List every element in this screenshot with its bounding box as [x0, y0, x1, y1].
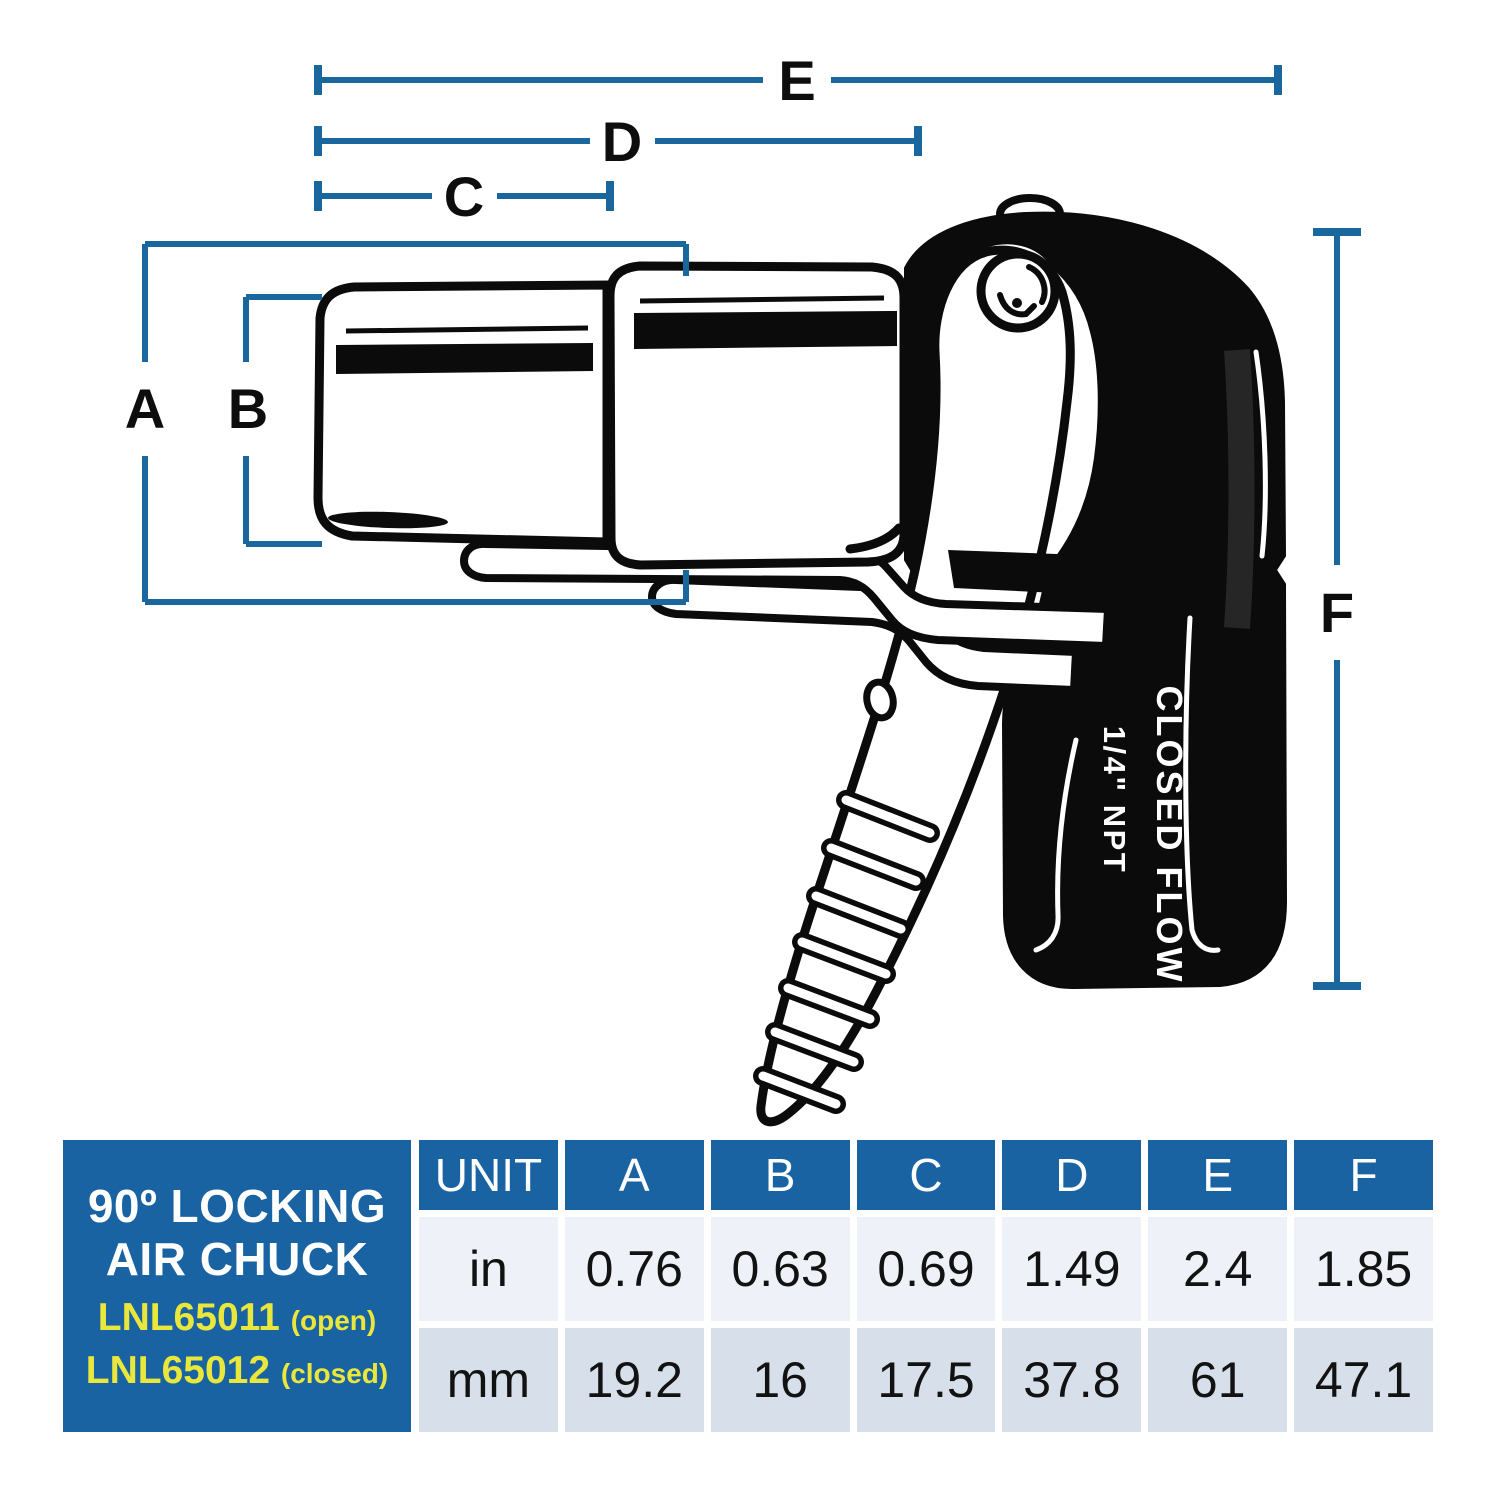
model-closed-code: LNL65012	[85, 1349, 271, 1393]
value-mm-f: 47.1	[1294, 1328, 1433, 1432]
value-mm-d: 37.8	[1002, 1328, 1141, 1432]
value-mm-c: 17.5	[857, 1328, 996, 1432]
col-header-f: F	[1294, 1140, 1433, 1210]
dim-label-a: A	[124, 377, 166, 440]
col-header-d: D	[1002, 1140, 1141, 1210]
product-title-panel	[63, 1140, 411, 1432]
col-header-b: B	[711, 1140, 850, 1210]
dim-label-c: C	[443, 165, 485, 228]
value-in-f: 1.85	[1294, 1217, 1433, 1321]
barrel-tip	[318, 285, 607, 542]
air-chuck-illustration	[318, 198, 1286, 1122]
dim-label-e: E	[778, 49, 816, 112]
value-in-c: 0.69	[857, 1217, 996, 1321]
value-mm-b: 16	[711, 1328, 850, 1432]
body-shading	[1237, 350, 1242, 628]
dim-label-d: D	[601, 110, 643, 173]
product-title-line1: 90º LOCKING	[87, 1179, 387, 1232]
value-in-a: 0.76	[565, 1217, 704, 1321]
dim-label-f: F	[1319, 581, 1355, 644]
barrel-body	[610, 266, 904, 565]
model-number-closed	[86, 1351, 388, 1392]
product-title-line2: AIR CHUCK	[105, 1233, 369, 1286]
model-open-code: LNL65011	[97, 1296, 280, 1340]
col-header-c: C	[857, 1140, 996, 1210]
pivot-screw	[981, 254, 1055, 328]
marking-closed-flow: CLOSED FLOW	[1149, 685, 1190, 985]
marking-npt: 1/4" NPT	[1097, 725, 1132, 875]
col-header-unit: UNIT	[419, 1140, 558, 1210]
unit-cell-in: in	[419, 1217, 558, 1321]
col-header-e: E	[1148, 1140, 1287, 1210]
value-in-b: 0.63	[711, 1217, 850, 1321]
spec-table	[63, 1140, 1433, 1432]
unit-cell-mm: mm	[419, 1328, 558, 1432]
model-open-note: (open)	[290, 1305, 377, 1337]
col-header-a: A	[565, 1140, 704, 1210]
value-mm-e: 61	[1148, 1328, 1287, 1432]
dimension-grid	[419, 1140, 1433, 1432]
model-number-open	[98, 1298, 376, 1339]
model-closed-note: (closed)	[280, 1358, 389, 1390]
dim-label-b: B	[227, 377, 269, 440]
value-mm-a: 19.2	[565, 1328, 704, 1432]
value-in-e: 2.4	[1148, 1217, 1287, 1321]
value-in-d: 1.49	[1002, 1217, 1141, 1321]
